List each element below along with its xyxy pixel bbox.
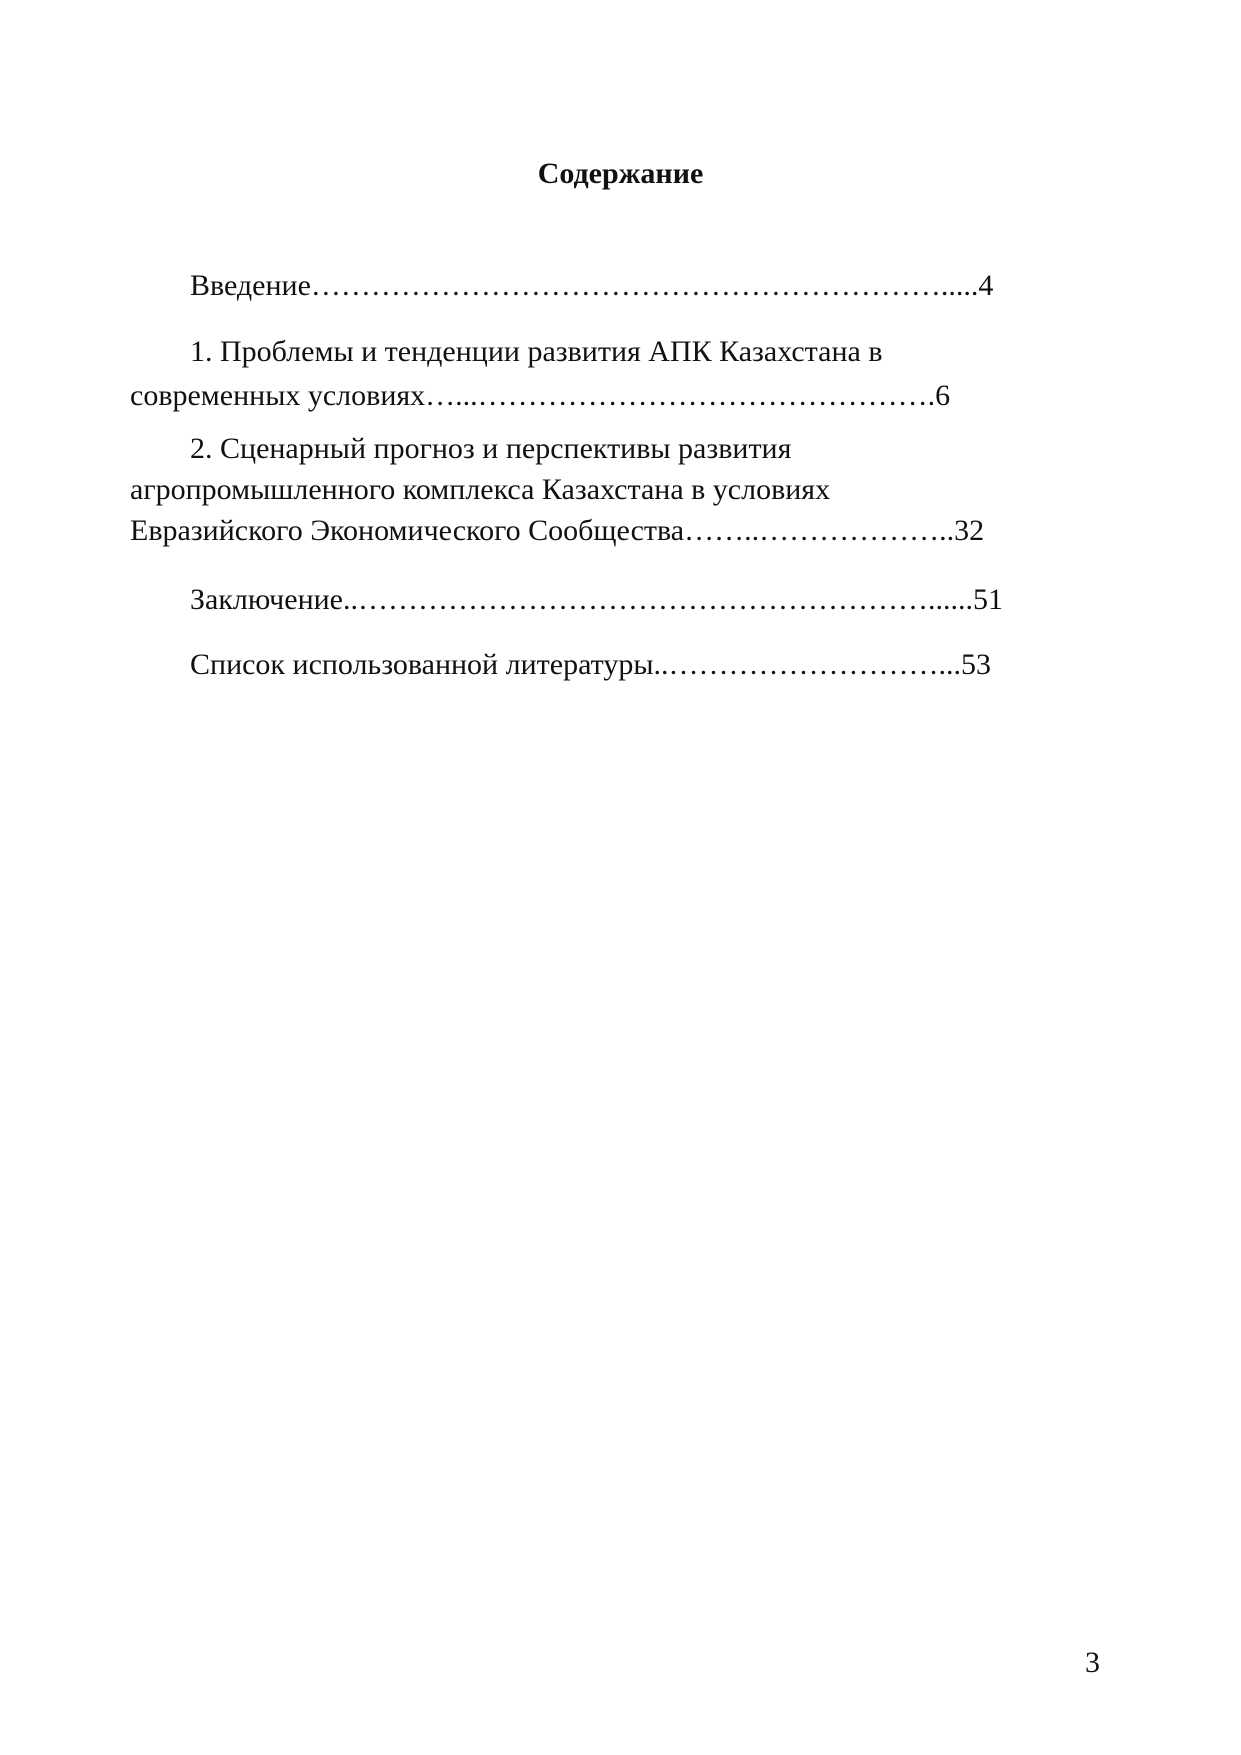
toc-entry-section-1-line-1: 1. Проблемы и тенденции развития АПК Казахстана в (190, 335, 883, 368)
page-number: 3 (1085, 1646, 1100, 1679)
toc-entry-introduction: Введение……………………………………………………….....4 (190, 269, 994, 302)
toc-entry-conclusion: Заключение..…………………………………………………......51 (190, 583, 1003, 616)
toc-entry-section-2-line-2: агропромышленного комплекса Казахстана в условиях (130, 473, 831, 506)
toc-entry-section-1-line-2: современных условиях…...……………………………………….6 (130, 379, 951, 412)
toc-title: Содержание (537, 157, 704, 190)
toc-entry-section-2-line-3: Евразийского Экономического Сообщества……..………………..32 (130, 514, 985, 547)
toc-entry-references: Список использованной литературы..………………………...53 (190, 648, 991, 681)
toc-entry-section-2-line-1: 2. Сценарный прогноз и перспективы развития (190, 432, 792, 465)
